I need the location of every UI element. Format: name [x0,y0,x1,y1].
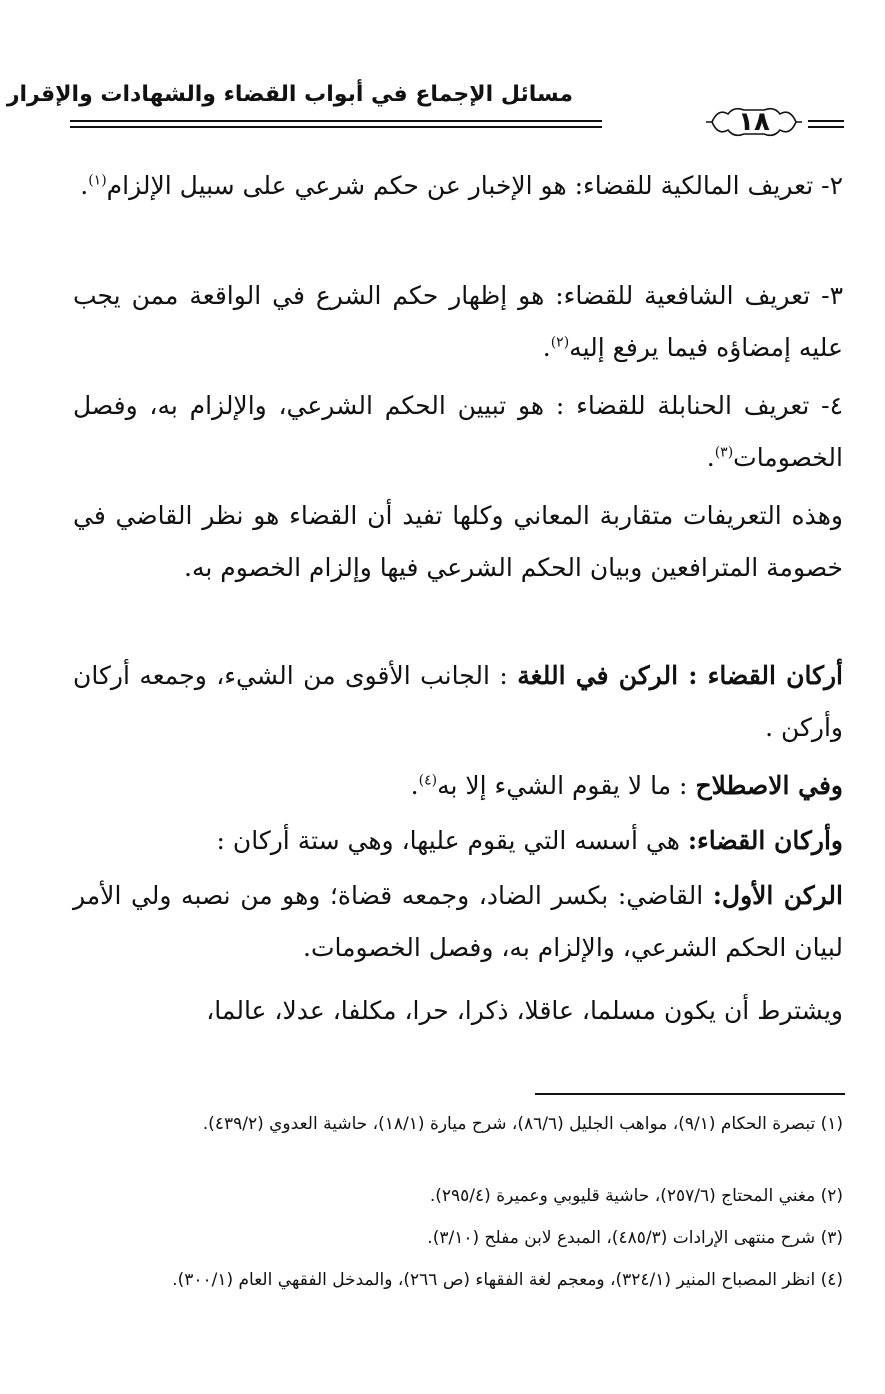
first-pillar-text: القاضي: بكسر الضاد، وجمعه قضاة؛ وهو من نصبه ولي الأمر لبيان الحكم الشرعي، والإلزام به، وفصل الخصومات. [73,881,843,962]
footnote-ref-4: (٤) [418,772,438,789]
definition-shafii [73,270,843,374]
pillars-heading: أركان القضاء : الركن في اللغة [517,661,843,690]
footnote-separator [535,1093,845,1095]
header-rule-upper [70,120,602,122]
definition-shafii-end: . [542,333,551,362]
conditions-paragraph: ويشترط أن يكون مسلما، عاقلا، ذكرا، حرا، مكلفا، عدلا، عالما، [206,996,843,1025]
summary-paragraph: وهذه التعريفات متقاربة المعاني وكلها تفيد أن القضاء هو نظر القاضي في خصومة المترافعين وبيان الحكم الشرعي فيها وإلزام الخصوم به. [73,501,843,582]
istilah-heading: وفي الاصطلاح [695,771,843,800]
definition-maliki-end: . [80,171,89,200]
pillars-text: : الجانب الأقوى من الشيء، وجمعه أركان وأركن . [73,661,843,742]
arkan-heading: وأركان القضاء: [687,826,843,855]
footnote-1: (١) تبصرة الحكام (٩/١)، مواهب الجليل (٨٦/٦)، شرح ميارة (١٨/١)، حاشية العدوي (٤٣٩/٢). [202,1114,843,1134]
arkan-text: هي أسسه التي يقوم عليها، وهي ستة أركان : [216,826,688,855]
footnote-ref-2: (٢) [550,334,570,351]
istilah-text: : ما لا يقوم الشيء إلا به [437,771,696,800]
page-number: ١٨ [738,107,770,137]
pillars-paragraph [73,650,843,754]
header-rule-right-lower [808,126,844,128]
footnote-2: (٢) مغني المحتاج (٢٥٧/٦)، حاشية قليوبي وعميرة (٢٩٥/٤). [429,1186,843,1206]
first-pillar-heading: الركن الأول: [712,881,843,910]
arkan-paragraph [73,815,843,867]
definition-hanbali [73,380,843,484]
footnote-3: (٣) شرح منتهى الإرادات (٤٨٥/٣)، المبدع لابن مفلح (٣/١٠). [427,1228,843,1248]
footnote-4: (٤) انظر المصباح المنير (٣٢٤/١)، ومعجم لغة الفقهاء (ص ٢٦٦)، والمدخل الفقهي العام (٣٠٠/١). [172,1270,843,1290]
footnote-ref-1: (١) [88,172,107,189]
definition-hanbali-text: ٤- تعريف الحنابلة للقضاء : هو تبيين الحكم الشرعي، والإلزام به، وفصل الخصومات [73,391,843,472]
istilah-end: . [410,771,419,800]
definition-hanbali-end: . [706,443,715,472]
running-header-title: مسائل الإجماع في أبواب القضاء والشهادات والإقرار [6,82,573,107]
footnote-ref-3: (٣) [714,444,734,461]
definition-shafii-text: ٣- تعريف الشافعية للقضاء: هو إظهار حكم الشرع في الواقعة ممن يجب عليه إمضاؤه فيما يرفع إليه [73,281,843,362]
definition-maliki-text: ٢- تعريف المالكية للقضاء: هو الإخبار عن حكم شرعي على سبيل الإلزام [106,171,843,200]
header-rule-right-upper [808,120,844,122]
definition-maliki [73,160,843,212]
istilah-paragraph [73,760,843,812]
page-number-ornament [704,102,804,142]
header-rule-lower [70,126,602,128]
first-pillar-paragraph [73,870,843,974]
